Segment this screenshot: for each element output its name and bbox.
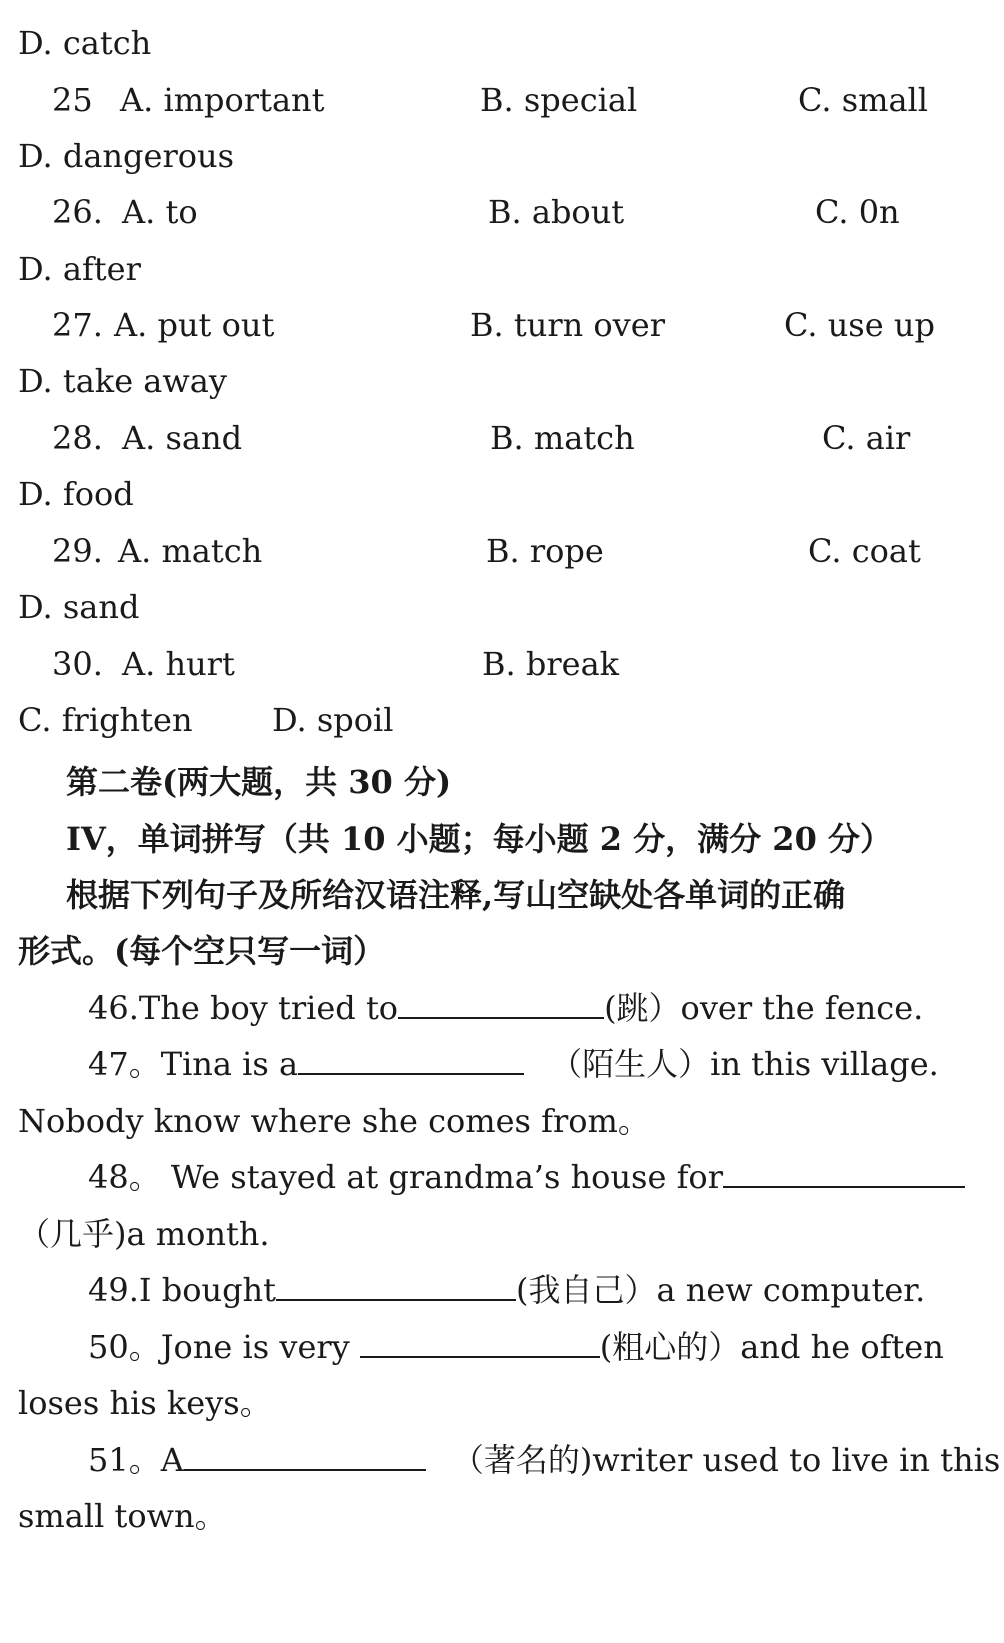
q27-option-c: C. use up [784,306,935,344]
q30-option-b: B. break [482,645,620,683]
q25-option-a: A. important [120,81,325,119]
q47-prefix: 47。Tina is a [88,1045,299,1083]
q46 [88,983,923,1029]
q29-option-b: B. rope [486,532,604,570]
q28-option-a: A. sand [122,419,243,457]
q26-option-d: D. after [18,250,141,288]
q28-option-c: C. air [822,419,911,457]
q46-prefix: 46.The boy tried to [88,989,399,1027]
q51 [88,1435,1000,1481]
part4-title: IV，单词拼写（共 10 小题；每小题 2 分，满分 20 分） [66,820,892,858]
q30-option-d: D. spoil [272,701,394,739]
q28-option-d: D. food [18,475,134,513]
q48-blank[interactable] [723,1156,965,1188]
instructions-line1: 根据下列句子及所给汉语注释,写山空缺处各单词的正确 [66,876,846,914]
instructions-line2: 形式。(每个空只写一词） [18,932,386,970]
q29-number: 29. [52,532,103,570]
q51-hint: （著名的)writer used to live in this [451,1441,1001,1479]
q29-option-a: A. match [118,532,263,570]
q49-hint: (我自己）a new computer. [516,1271,926,1309]
q26-option-c: C. 0n [815,193,900,231]
q27-option-d: D. take away [18,362,227,400]
q24-option-d: D. catch [18,24,152,62]
q50-prefix: 50。Jone is very [88,1328,350,1366]
q50 [88,1322,944,1368]
q48-continuation: （几乎)a month. [18,1215,270,1253]
q46-hint: (跳）over the fence. [604,989,924,1027]
q26-number: 26. [52,193,103,231]
q47-blank[interactable] [298,1043,524,1075]
q29-option-c: C. coat [808,532,921,570]
q47-hint: （陌生人）in this village. [550,1045,939,1083]
q49 [88,1265,925,1311]
q25-number: 25 [52,81,93,119]
q28-option-b: B. match [490,419,635,457]
q51-blank[interactable] [184,1439,426,1471]
q27-option-a: A. put out [114,306,275,344]
q51-continuation: small town。 [18,1497,227,1535]
q27-option-b: B. turn over [470,306,665,344]
q29-option-d: D. sand [18,588,140,626]
q48 [88,1152,965,1198]
q25-option-c: C. small [798,81,928,119]
q46-blank[interactable] [398,987,604,1019]
section2-title: 第二卷(两大题，共 30 分) [66,763,452,801]
q30-option-a: A. hurt [122,645,235,683]
q48-prefix: 48。 We stayed at grandma’s house for [88,1158,723,1196]
q49-prefix: 49.I bought [88,1271,277,1309]
q30-number: 30. [52,645,103,683]
q25-option-d: D. dangerous [18,137,235,175]
q28-number: 28. [52,419,103,457]
q49-blank[interactable] [276,1269,516,1301]
q51-prefix: 51。A [88,1441,184,1479]
q50-continuation: loses his keys。 [18,1384,272,1422]
q25-option-b: B. special [480,81,638,119]
q27-number: 27. [52,306,103,344]
q47 [88,1039,939,1085]
q26-option-a: A. to [122,193,198,231]
q47-continuation: Nobody know where she comes from。 [18,1102,650,1140]
q30-option-c: C. frighten [18,701,193,739]
q26-option-b: B. about [488,193,625,231]
q50-hint: (粗心的）and he often [599,1328,944,1366]
q50-blank[interactable] [360,1326,600,1358]
